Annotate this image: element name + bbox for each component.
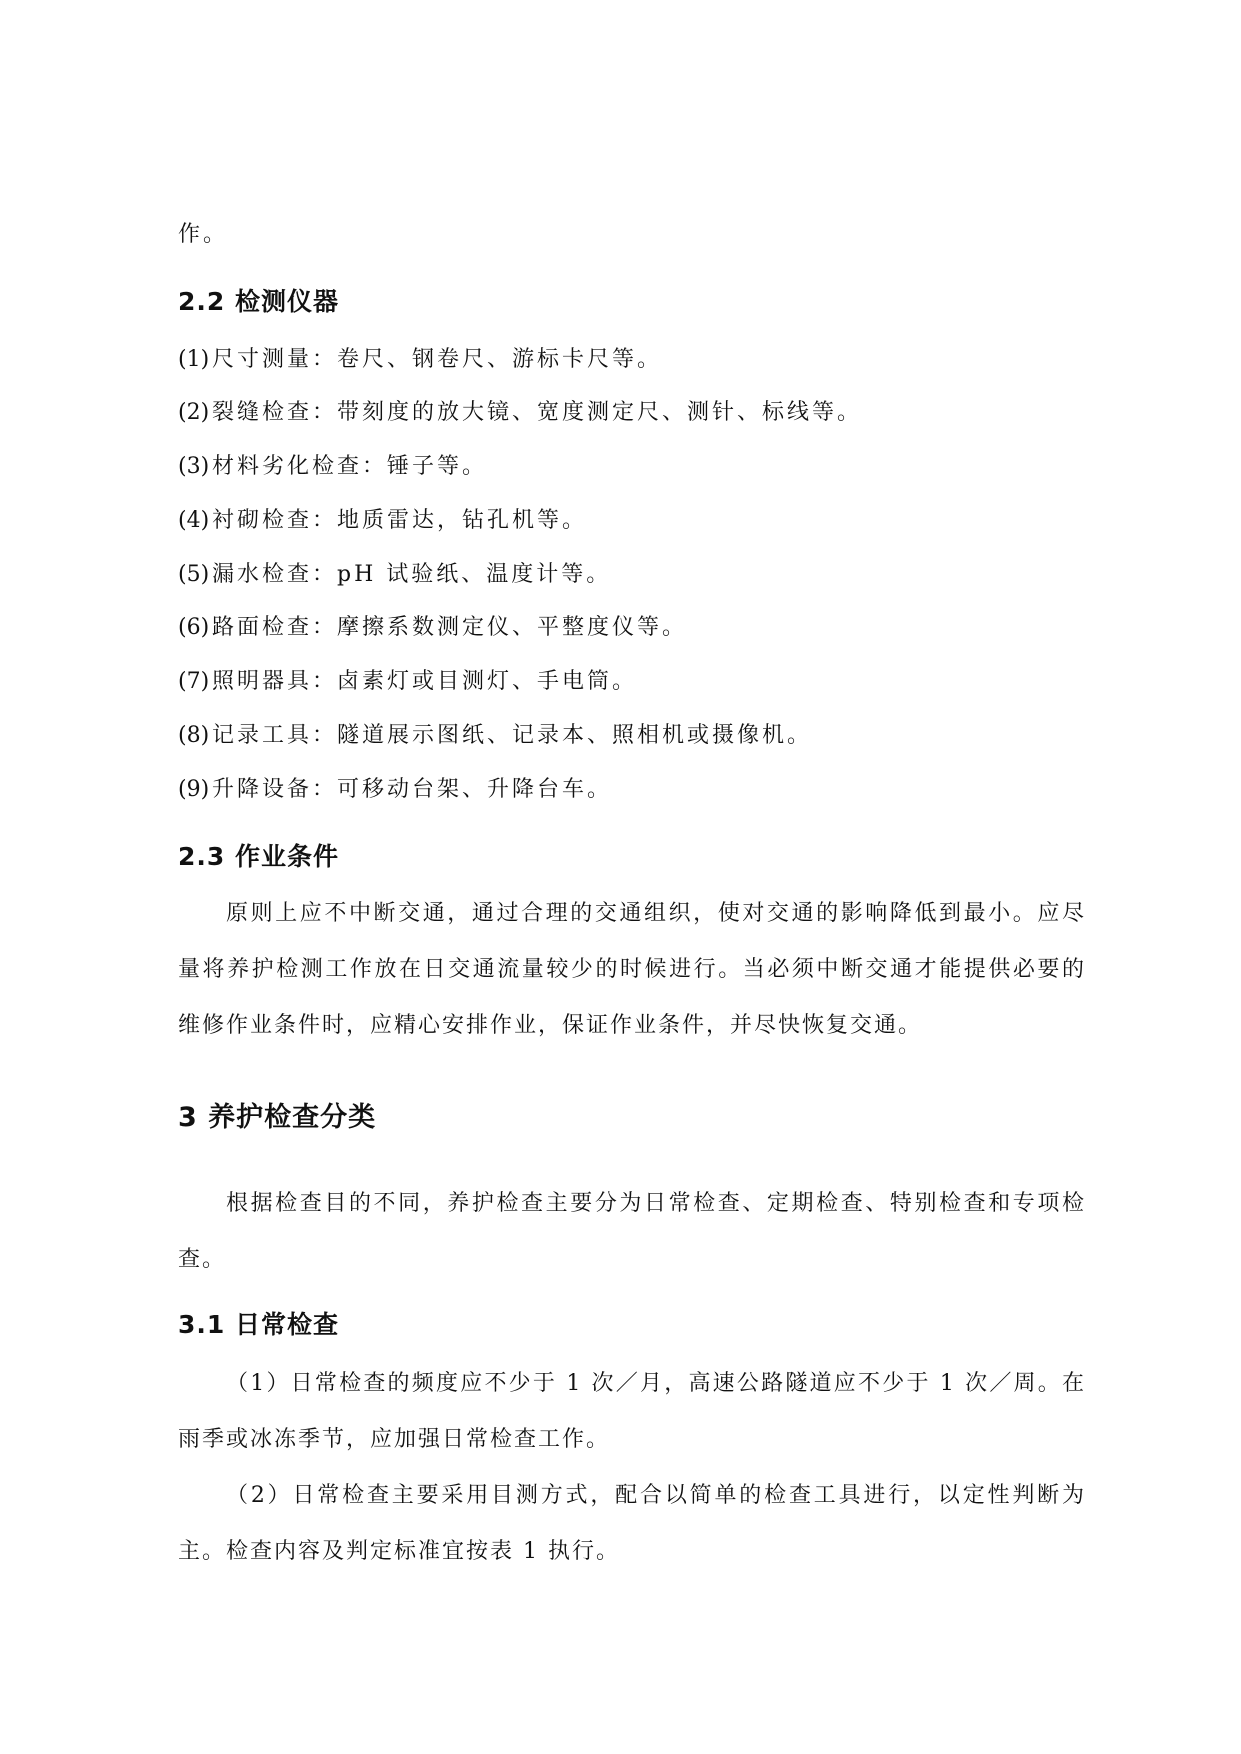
list-item-text: 路面检查：摩擦系数测定仪、平整度仪等。 — [212, 615, 688, 640]
list-item-number: (4) — [178, 508, 210, 533]
list-item — [178, 398, 1086, 428]
list-item-number: (9) — [178, 777, 210, 802]
lead-in-text: 作。 — [178, 222, 229, 247]
list-item — [178, 613, 1086, 643]
list-item-number: (1) — [178, 347, 210, 372]
list-item-text: 漏水检查：pH 试验纸、温度计等。 — [212, 562, 612, 587]
section-3-heading: 3 养护检查分类 — [178, 1102, 377, 1133]
section-3-1-paragraph-1: （1）日常检查的频度应不少于 1 次／月，高速公路隧道应不少于 1 次／周。在雨季或冰冻季节，应加强日常检查工作。 — [178, 1371, 1086, 1452]
section-3-1-paragraph-2: （2）日常检查主要采用目测方式，配合以简单的检查工具进行，以定性判断为主。检查内容及判定标准宜按表 1 执行。 — [178, 1483, 1086, 1564]
list-item — [178, 667, 1086, 697]
list-item — [178, 506, 1086, 536]
section-2-3-paragraph: 原则上应不中断交通，通过合理的交通组织，使对交通的影响降低到最小。应尽量将养护检测工作放在日交通流量较少的时候进行。当必须中断交通才能提供必要的维修作业条件时，应精心安排作业，保证作业条件，并尽快恢复交通。 — [178, 901, 1086, 1038]
list-item — [178, 345, 1086, 375]
list-item-number: (3) — [178, 454, 210, 479]
section-3-1-heading: 3.1 日常检查 — [178, 1310, 339, 1339]
section-2-3-heading: 2.3 作业条件 — [178, 842, 339, 871]
list-item-text: 升降设备：可移动台架、升降台车。 — [212, 777, 613, 802]
list-item-number: (5) — [178, 562, 210, 587]
list-item-text: 尺寸测量：卷尺、钢卷尺、游标卡尺等。 — [212, 347, 663, 372]
list-item-number: (8) — [178, 723, 210, 748]
list-item-text: 衬砌检查：地质雷达，钻孔机等。 — [212, 508, 588, 533]
list-item-number: (2) — [178, 400, 210, 425]
list-item — [178, 721, 1086, 751]
list-item-text: 材料劣化检查：锤子等。 — [212, 454, 488, 479]
list-item-text: 照明器具：卤素灯或目测灯、手电筒。 — [212, 669, 638, 694]
list-item — [178, 452, 1086, 482]
list-item-text: 记录工具：隧道展示图纸、记录本、照相机或摄像机。 — [212, 723, 813, 748]
list-item — [178, 775, 1086, 805]
list-item-text: 裂缝检查：带刻度的放大镜、宽度测定尺、测针、标线等。 — [212, 400, 863, 425]
list-item-number: (7) — [178, 669, 210, 694]
section-3-paragraph: 根据检查目的不同，养护检查主要分为日常检查、定期检查、特别检查和专项检查。 — [178, 1191, 1086, 1272]
list-item-number: (6) — [178, 615, 210, 640]
list-item — [178, 560, 1086, 590]
section-2-2-heading: 2.2 检测仪器 — [178, 287, 339, 316]
